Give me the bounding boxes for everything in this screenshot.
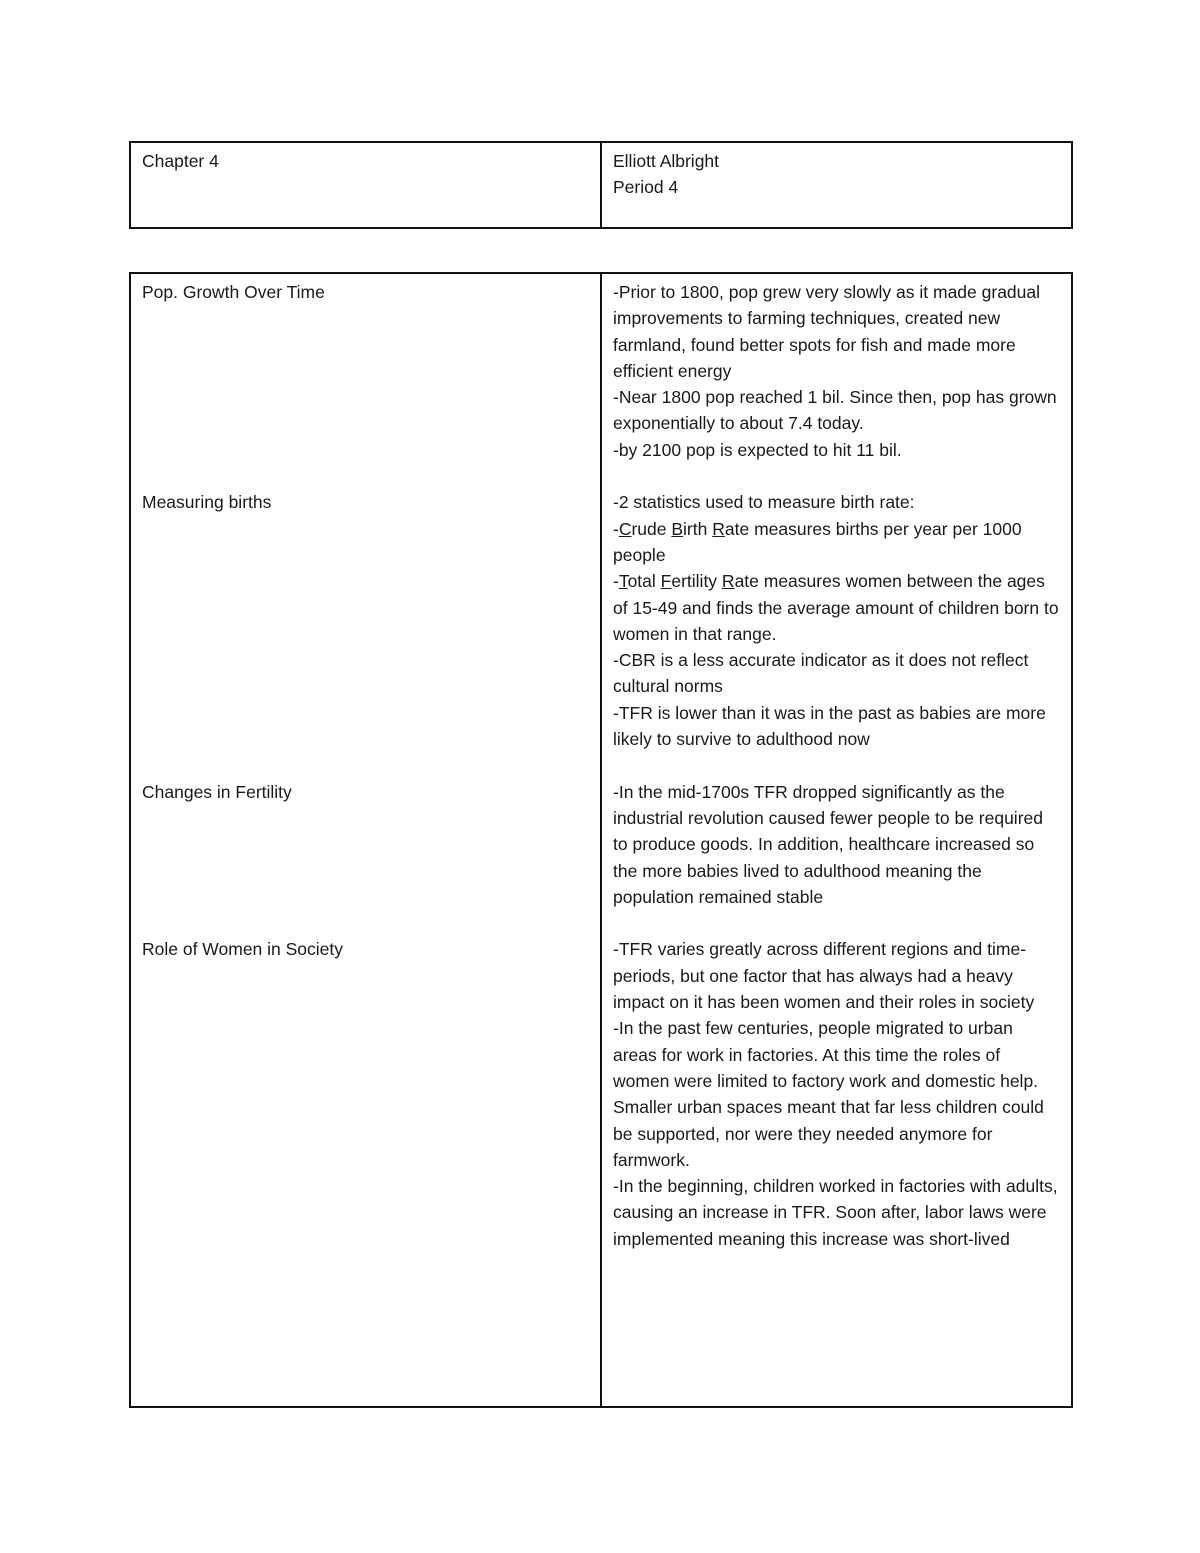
note-item: -Crude Birth Rate measures births per year per 1000 people <box>613 518 1022 565</box>
section-notes <box>613 489 1059 752</box>
section-gap <box>613 752 1059 778</box>
class-period: Period 4 <box>613 177 679 198</box>
header-table <box>129 141 1073 229</box>
note-item: -In the past few centuries, people migrated to urban areas for work in factories. At this time the roles of women were limited to factory work and domestic help. Smaller urban spaces meant that far less children could be supported, nor were they needed anymore for farmwork. <box>613 1018 1044 1170</box>
topic-spacer <box>142 516 588 779</box>
topic-heading: Pop. Growth Over Time <box>142 282 325 302</box>
note-item: -by 2100 pop is expected to hit 11 bil. <box>613 439 902 460</box>
section-gap <box>613 910 1059 936</box>
section-gap <box>613 463 1059 489</box>
note-item: -TFR is lower than it was in the past as babies are more likely to survive to adulthood now <box>613 702 1046 750</box>
topic-heading: Changes in Fertility <box>142 781 292 802</box>
notes-table <box>129 272 1073 1408</box>
chapter-label: Chapter 4 <box>142 151 219 171</box>
header-row <box>130 142 1072 228</box>
topic-heading: Measuring births <box>142 492 272 513</box>
section-notes <box>613 779 1059 910</box>
topic-heading: Role of Women in Society <box>142 939 344 960</box>
note-item: -Near 1800 pop reached 1 bil. Since then, pop has grown exponentially to about 7.4 today. <box>613 387 1057 434</box>
header-right-content <box>602 143 1071 201</box>
notes-content <box>602 274 1071 1252</box>
note-item: -Prior to 1800, pop grew very slowly as it made gradual improvements to farming techniques, created new farmland, found better spots for fish and made more efficient energy <box>613 282 1041 381</box>
notes-column <box>601 273 1072 1407</box>
topic-spacer <box>142 305 588 489</box>
notes-row <box>130 273 1072 1407</box>
section-notes <box>613 936 1059 1252</box>
note-item: -Total Fertility Rate measures women between the ages of 15-49 and finds the average amount of children born to women in that range. <box>613 571 1059 644</box>
topic-spacer <box>142 805 588 937</box>
note-item: -In the mid-1700s TFR dropped significantly as the industrial revolution caused fewer people to be required to produce goods. In addition, healthcare increased so the more babies lived to adulthood meaning the population remained stable <box>613 781 1043 907</box>
note-item: -2 statistics used to measure birth rate: <box>613 492 915 513</box>
header-left-content <box>131 143 600 174</box>
note-item: -In the beginning, children worked in factories with adults, causing an increase in TFR. Soon after, labor laws were implemented meaning this increase was short-lived <box>613 1176 1058 1249</box>
student-name: Elliott Albright <box>613 151 720 171</box>
note-item: -CBR is a less accurate indicator as it does not reflect cultural norms <box>613 650 1029 697</box>
header-right-cell <box>601 142 1072 228</box>
header-left-cell <box>130 142 601 228</box>
topics-content <box>131 274 600 963</box>
note-item: -TFR varies greatly across different regions and time-periods, but one factor that has always had a heavy impact on it has been women and their roles in society <box>613 939 1035 1013</box>
topics-column <box>130 273 601 1407</box>
section-notes <box>613 279 1059 463</box>
